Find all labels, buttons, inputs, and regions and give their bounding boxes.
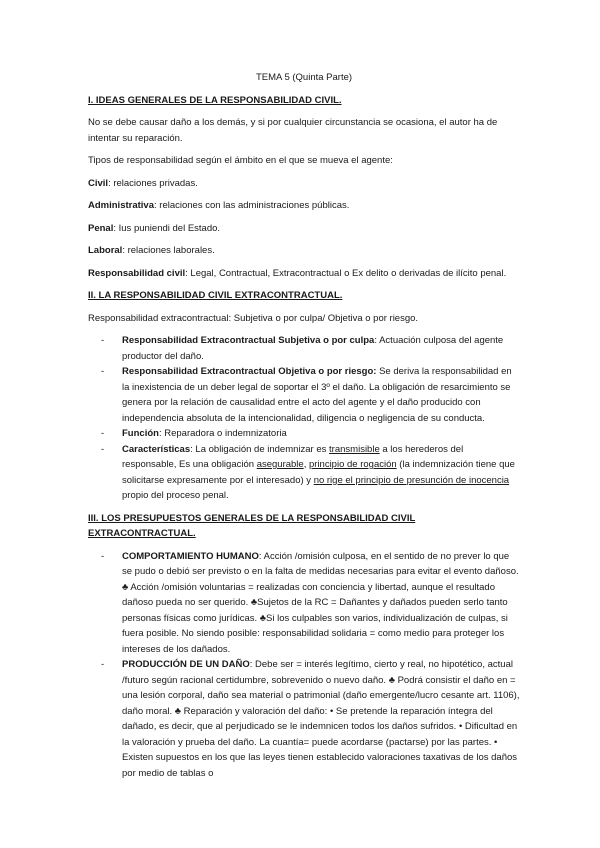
list-item-text: , <box>303 459 309 470</box>
dash-bullet: - <box>101 366 105 377</box>
list-item-funcion <box>88 426 520 442</box>
list-item-text: (la indemnización tiene que solicitarse expresamente por el interesado) y <box>122 459 515 486</box>
section-2-intro: Responsabilidad extracontractual: Subjetiva o por culpa/ Objetiva o por riesgo. <box>88 312 419 324</box>
dash-bullet: - <box>101 428 105 439</box>
underlined-term-rogacion: principio de rogación <box>308 459 397 470</box>
list-item-text: : Reparadora o indemnizatoria <box>158 428 287 439</box>
list-item-objetiva <box>88 364 520 426</box>
list-item-term: Función <box>122 428 159 439</box>
list-item-text: : Debe ser = interés legítimo, cierto y real, no hipotético, actual /futuro según racional certidumbre, sobrevenido o nuevo daño. ♣ Podrá consistir el daño en = una lesión corporal, daño sea material o patrimonial (daño emergente/lucro cesante art. 1106), daño moral. ♣ Reparación y valoración del daño: • Se pretende la reparación íntegra del dañado, es decir, que al perjudicado se le indemnicen todos los daños sufridos. • Dificultad en la valoración y prueba del daño. La cuantía= puede acordarse (pactarse) por las partes. • Existen supuestos en los que las leyes tienen establecido valoraciones taxativas de los daños por medio de tablas o <box>122 659 520 779</box>
section-2-list <box>88 333 520 504</box>
type-administrativa-term: Administrativa <box>88 200 154 211</box>
list-item-text: propio del proceso penal. <box>122 490 229 501</box>
responsabilidad-civil-text: : Legal, Contractual, Extracontractual o Ex delito o derivadas de ilícito penal. <box>185 267 507 279</box>
list-item-comportamiento <box>88 549 520 658</box>
underlined-term-transmisible: transmisible <box>329 443 380 455</box>
section-3-list <box>88 549 520 782</box>
type-administrativa <box>88 198 520 214</box>
type-administrativa-text: : relaciones con las administraciones públicas. <box>154 200 350 211</box>
section-2-heading: II. LA RESPONSABILIDAD CIVIL EXTRACONTRACTUAL. <box>88 290 343 301</box>
type-civil <box>88 176 520 192</box>
underlined-term-asegurable: asegurable <box>256 459 304 470</box>
type-penal <box>88 221 520 237</box>
type-laboral-text: : relaciones laborales. <box>122 245 215 256</box>
list-item-term: Responsabilidad Extracontractual Objetiva o por riesgo: <box>122 366 377 377</box>
list-item-text: a los herederos del responsable, Es una obligación <box>122 443 464 470</box>
type-laboral-term: Laboral <box>88 245 123 256</box>
type-laboral <box>88 243 520 259</box>
list-item-term: COMPORTAMIENTO HUMANO <box>122 550 259 562</box>
list-item-subjetiva <box>88 333 520 364</box>
section-3-heading: III. LOS PRESUPUESTOS GENERALES DE LA RESPONSABILIDAD CIVIL EXTRACONTRACTUAL. <box>88 512 416 539</box>
underlined-term-inocencia: no rige el principio de presunción de inocencia <box>313 474 510 486</box>
type-penal-term: Penal <box>88 222 114 234</box>
responsabilidad-civil-term: Responsabilidad civil <box>88 267 186 279</box>
document-page <box>88 70 520 788</box>
list-item-text: Se deriva la responsabilidad en la inexistencia de un deber legal de soportar el 3º el daño. La obligación de resarcimiento se genera por la relación de causalidad entre el acto del agente y el daño producido con independencia absoluta de la intencionalidad, diligencia o negligencia de su conducta. <box>122 366 512 424</box>
type-civil-text: : relaciones privadas. <box>108 177 198 189</box>
list-item-produccion <box>88 657 520 781</box>
list-item-caracteristicas <box>88 442 520 504</box>
responsabilidad-civil-types <box>88 266 520 282</box>
section-1-intro: No se debe causar daño a los demás, y si por cualquier circunstancia se ocasiona, el autor ha de intentar su reparación. <box>88 117 498 144</box>
dash-bullet: - <box>101 550 105 562</box>
section-1-heading: I. IDEAS GENERALES DE LA RESPONSABILIDAD CIVIL. <box>88 94 342 106</box>
list-item-text: : La obligación de indemnizar es <box>190 443 330 455</box>
dash-bullet: - <box>101 659 105 670</box>
type-penal-text: : Ius puniendi del Estado. <box>113 222 221 234</box>
dash-bullet: - <box>101 443 105 455</box>
type-civil-term: Civil <box>88 177 109 189</box>
document-title: TEMA 5 (Quinta Parte) <box>255 72 353 83</box>
list-item-term: Responsabilidad Extracontractual Subjetiva o por culpa <box>122 335 375 346</box>
list-item-term: Características <box>122 443 191 455</box>
list-item-text: : Actuación culposa del agente productor del daño. <box>122 335 504 362</box>
section-1-types-intro: Tipos de responsabilidad según el ámbito en el que se mueva el agente: <box>88 155 393 166</box>
list-item-term: PRODUCCIÓN DE UN DAÑO <box>122 659 250 670</box>
dash-bullet: - <box>101 335 105 346</box>
list-item-text: : Acción /omisión culposa, en el sentido de no prever lo que se pudo o debió ser previsto o en la falta de medidas necesarias para evitar el evento dañoso. ♣ Acción /omisión voluntarias = realizadas con conciencia y libertad, aunque el resultado dañoso pueda no ser querido. ♣Sujetos de la RC = Dañantes y dañados pueden serlo tanto personas físicas como jurídicas. ♣Si los culpables son varios, individualización de culpas, si fuera posible. No siendo posible: responsabilidad solidaria = como medio para proteger los intereses de los dañados. <box>122 550 519 655</box>
